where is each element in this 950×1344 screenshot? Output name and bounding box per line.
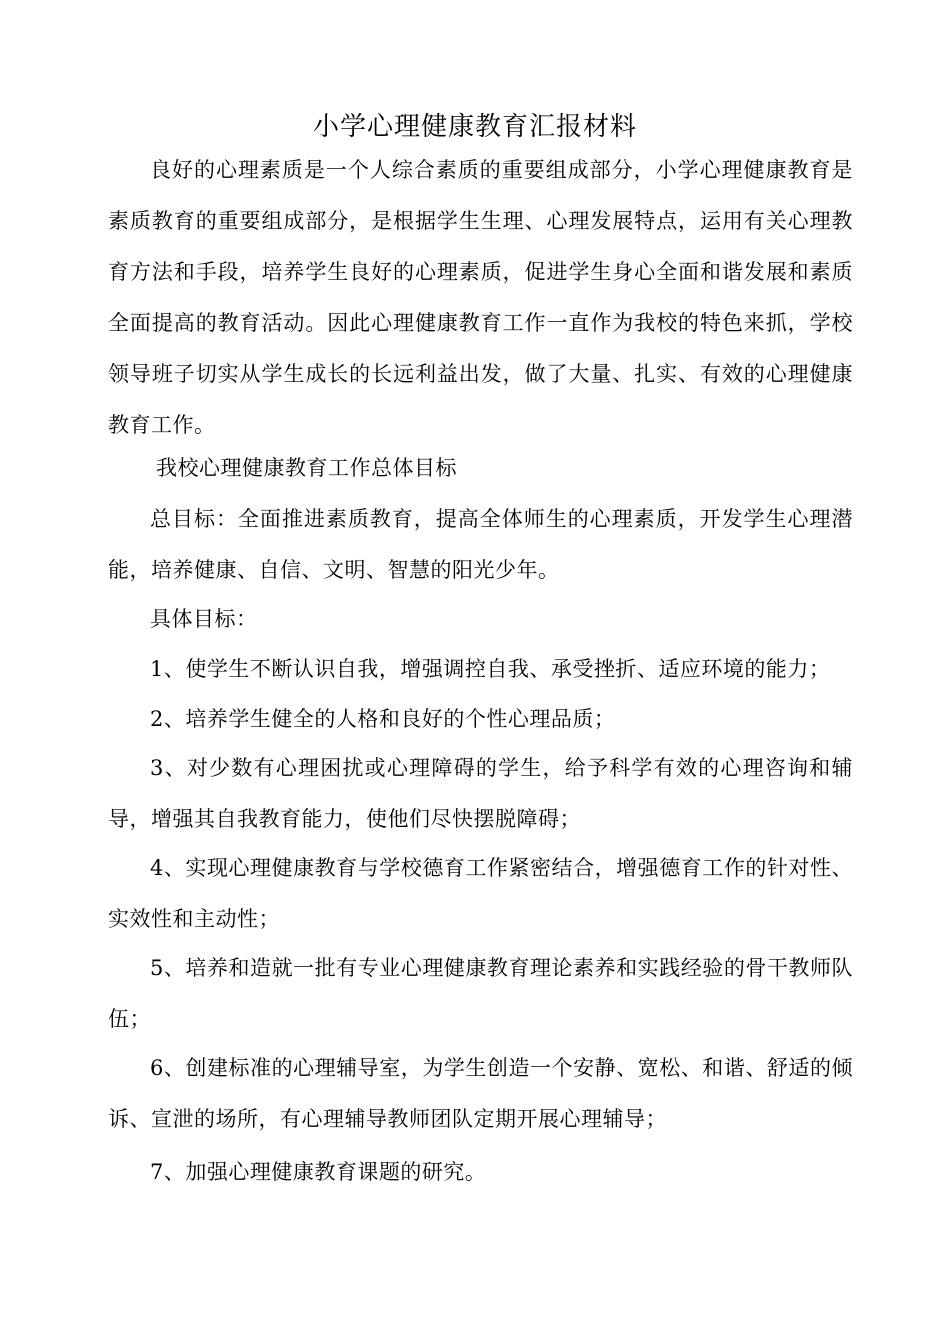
goal-item-4: 4、实现心理健康教育与学校德育工作紧密结合，增强德育工作的针对性、实效性和主动性；: [108, 856, 853, 931]
specific-goals-heading: 具体目标：: [150, 607, 258, 631]
goal-item-7: 7、加强心理健康教育课题的研究。: [150, 1160, 487, 1184]
goal-item-5: 5、培养和造就一批有专业心理健康教育理论素养和实践经验的骨干教师队伍；: [108, 956, 853, 1031]
intro-paragraph: 良好的心理素质是一个人综合素质的重要组成部分，小学心理健康教育是素质教育的重要组成部分，是根据学生生理、心理发展特点，运用有关心理教育方法和手段，培养学生良好的心理素质，促进学生身心全面和谐发展和素质全面提高的教育活动。因此心理健康教育工作一直作为我校的特色来抓，学校领导班子切实从学生成长的长远利益出发，做了大量、扎实、有效的心理健康教育工作。: [108, 158, 853, 437]
goal-item-3: 3、对少数有心理困扰或心理障碍的学生，给予科学有效的心理咨询和辅导，增强其自我教育能力，使他们尽快摆脱障碍；: [108, 756, 853, 831]
document-title: 小学心理健康教育汇报材料: [312, 112, 637, 142]
goal-item-2: 2、培养学生健全的人格和良好的个性心理品质；: [150, 707, 616, 731]
overall-goal-paragraph: 总目标：全面推进素质教育，提高全体师生的心理素质，开发学生心理潜能，培养健康、自信、文明、智慧的阳光少年。: [108, 507, 853, 582]
goals-heading: 我校心理健康教育工作总体目标: [156, 456, 457, 480]
goal-item-6: 6、创建标准的心理辅导室，为学生创造一个安静、宽松、和谐、舒适的倾诉、宣泄的场所，有心理辅导教师团队定期开展心理辅导；: [108, 1056, 853, 1131]
goal-item-1: 1、使学生不断认识自我，增强调控自我、承受挫折、适应环境的能力；: [150, 657, 831, 681]
